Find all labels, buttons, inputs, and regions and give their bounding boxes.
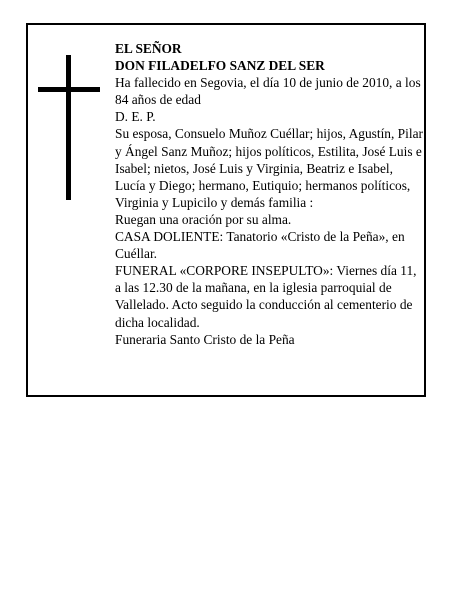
cross-icon xyxy=(38,55,100,200)
cross-vertical-bar xyxy=(66,55,71,200)
death-statement: Ha fallecido en Segovia, el día 10 de junio de 2010, a los 84 años de edad xyxy=(115,75,421,108)
cross-horizontal-bar xyxy=(38,87,100,92)
family-list: Su esposa, Consuelo Muñoz Cuéllar; hijos, Agustín, Pilar y Ángel Sanz Muñoz; hijos políticos, Estilita, José Luis e Isabel; nietos, José Luis y Virginia, Beatriz e Isabel, Lucía y Diego; hermano, Eutiquio; hermanos políticos, Virginia y Lupicilo y demás familia : xyxy=(115,126,423,210)
notice-title: EL SEÑOR xyxy=(115,41,182,56)
funeral-details: FUNERAL «CORPORE INSEPULTO»: Viernes día 11, a las 12.30 de la mañana, en la iglesia parroquial de Vallelado. Acto seguido la conducción al cementerio de dicha localidad. xyxy=(115,263,417,330)
obituary-text xyxy=(115,40,423,348)
mourning-house: CASA DOLIENTE: Tanatorio «Cristo de la Peña», en Cuéllar. xyxy=(115,229,405,262)
obituary-notice xyxy=(26,23,426,397)
prayer-request: Ruegan una oración por su alma. xyxy=(115,211,292,227)
deceased-name: DON FILADELFO SANZ DEL SER xyxy=(115,58,325,74)
funeral-home: Funeraria Santo Cristo de la Peña xyxy=(115,331,295,347)
rip-line: D. E. P. xyxy=(115,109,156,125)
